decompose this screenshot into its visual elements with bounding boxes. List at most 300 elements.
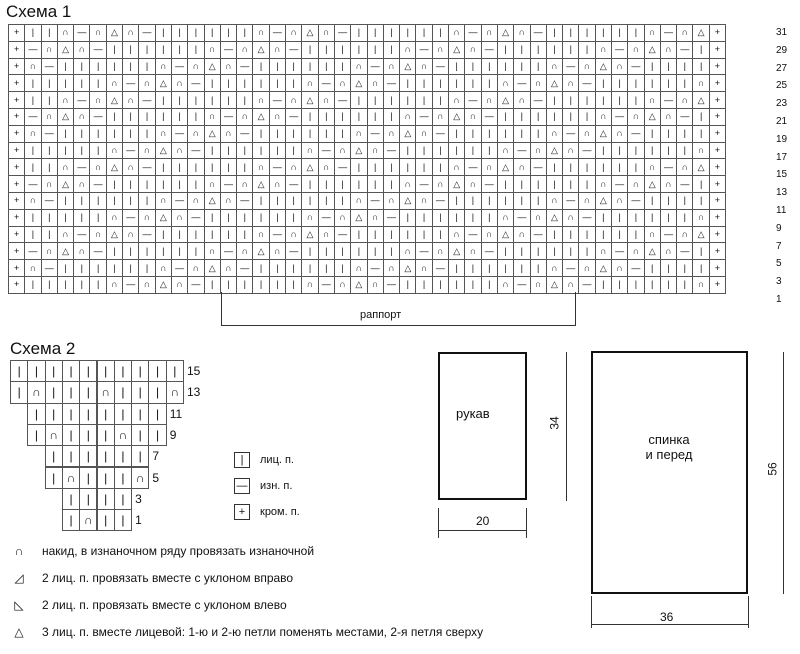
chart-cell: |	[89, 58, 106, 76]
chart-cell: |	[97, 488, 115, 510]
chart-cell: ∩	[41, 41, 58, 59]
note-k3tog	[10, 625, 483, 639]
chart-row	[8, 24, 725, 41]
body-label	[621, 432, 717, 462]
row-number: 5	[152, 470, 160, 485]
chart-cell: —	[334, 91, 351, 109]
chart-cell: +	[709, 125, 726, 143]
chart-cell: |	[399, 226, 416, 244]
chart-cell: |	[383, 41, 400, 59]
chart-cell: △	[497, 24, 514, 42]
chart-cell: △	[301, 24, 318, 42]
chart-cell: —	[530, 226, 547, 244]
chart-cell: |	[644, 58, 661, 76]
chart-cell: |	[106, 41, 123, 59]
chart-cell: |	[73, 276, 90, 294]
chart-cell: |	[24, 209, 41, 227]
chart-cell: |	[497, 242, 514, 260]
chart-cell: —	[122, 209, 139, 227]
chart-cell: |	[97, 509, 115, 531]
chart-cell: —	[334, 24, 351, 42]
chart-cell: —	[676, 242, 693, 260]
chart-cell: |	[106, 58, 123, 76]
chart-cell: ∩	[676, 91, 693, 109]
chart-cell: —	[318, 74, 335, 92]
chart-cell: +	[709, 24, 726, 42]
chart-cell: —	[269, 226, 286, 244]
chart-cell: —	[660, 226, 677, 244]
chart-cell: |	[252, 74, 269, 92]
chart-cell: |	[155, 226, 172, 244]
chart-cell: |	[114, 509, 132, 531]
row-number: 13	[776, 187, 788, 199]
chart-cell: —	[138, 158, 155, 176]
chart-cell: +	[709, 158, 726, 176]
chart-cell: △	[204, 58, 221, 76]
chart-cell: ∩	[106, 209, 123, 227]
chart-cell: ∩	[611, 259, 628, 277]
body-label-line2: и перед	[645, 447, 693, 462]
chart-cell: ∩	[448, 91, 465, 109]
row-number: 5	[776, 258, 782, 270]
chart-cell: |	[660, 192, 677, 210]
chart-cell: ∩	[97, 381, 115, 403]
chart-cell: △	[399, 259, 416, 277]
chart-cell: |	[546, 242, 563, 260]
chart-cell: ∩	[24, 125, 41, 143]
chart-cell: —	[562, 58, 579, 76]
chart-cell: ∩	[513, 91, 530, 109]
chart-cell: △	[155, 276, 172, 294]
chart-cell: |	[546, 91, 563, 109]
chart-cell: |	[114, 360, 132, 382]
chart-cell: |	[57, 192, 74, 210]
chart-cell: |	[513, 125, 530, 143]
chart-cell: —	[73, 226, 90, 244]
chart-cell: |	[513, 242, 530, 260]
chart-cell: |	[513, 41, 530, 59]
chart-cell: ∩	[562, 276, 579, 294]
rapport-label: раппорт	[360, 309, 402, 321]
row-number: 23	[776, 98, 788, 110]
chart-cell: |	[204, 226, 221, 244]
chart-cell: |	[220, 142, 237, 160]
chart-cell: |	[464, 192, 481, 210]
chart-cell: △	[692, 91, 709, 109]
chart-cell: —	[138, 91, 155, 109]
chart-cell: |	[415, 24, 432, 42]
chart-cell: ∩	[106, 74, 123, 92]
chart-cell: +	[709, 58, 726, 76]
chart-cell: |	[236, 91, 253, 109]
chart-cell: ∩	[481, 24, 498, 42]
chart-cell: |	[155, 91, 172, 109]
chart-cell: △	[448, 108, 465, 126]
chart-cell: —	[220, 108, 237, 126]
chart-cell: △	[546, 142, 563, 160]
body-height-line	[783, 352, 784, 594]
chart-cell: |	[611, 24, 628, 42]
chart-cell: △	[692, 158, 709, 176]
chart-cell: |	[24, 91, 41, 109]
chart-cell: —	[171, 259, 188, 277]
chart-cell: |	[562, 158, 579, 176]
chart-cell: —	[367, 58, 384, 76]
chart-cell: ∩	[155, 125, 172, 143]
chart-cell: ∩	[415, 58, 432, 76]
chart-cell: |	[318, 175, 335, 193]
chart-cell: |	[89, 276, 106, 294]
chart-cell: |	[660, 58, 677, 76]
chart-cell: |	[530, 125, 547, 143]
chart-cell: |	[62, 424, 80, 446]
chart-cell: |	[45, 360, 63, 382]
chart-cell: |	[676, 125, 693, 143]
chart-cell: ∩	[252, 24, 269, 42]
chart-cell: —	[334, 158, 351, 176]
chart-cell: |	[644, 276, 661, 294]
chart-cell: △	[57, 175, 74, 193]
chart-cell: |	[41, 142, 58, 160]
chart-cell: ∩	[27, 381, 45, 403]
chart-cell: ∩	[41, 175, 58, 193]
chart-cell: ∩	[464, 242, 481, 260]
chart-cell: +	[8, 142, 25, 160]
chart-cell: |	[497, 175, 514, 193]
chart-cell: |	[285, 209, 302, 227]
chart-cell: ∩	[236, 175, 253, 193]
chart-cell: ∩	[692, 276, 709, 294]
chart-cell: |	[399, 74, 416, 92]
chart-cell: ∩	[578, 58, 595, 76]
chart-cell: ∩	[530, 142, 547, 160]
chart-cell: |	[692, 58, 709, 76]
chart-cell: |	[481, 142, 498, 160]
chart-cell: ∩	[660, 242, 677, 260]
chart-cell: |	[448, 209, 465, 227]
chart-cell: +	[8, 58, 25, 76]
chart-row	[8, 259, 725, 276]
chart-cell: —	[269, 24, 286, 42]
chart-cell: ∩	[285, 24, 302, 42]
chart-cell: +	[8, 209, 25, 227]
chart-cell: |	[334, 192, 351, 210]
chart-cell: ∩	[562, 209, 579, 227]
chart-cell: |	[97, 445, 115, 467]
chart-cell: |	[644, 125, 661, 143]
chart-cell: |	[106, 192, 123, 210]
chart-cell: |	[57, 276, 74, 294]
chart-cell: △	[57, 108, 74, 126]
chart-cell: |	[204, 276, 221, 294]
chart-cell: ∩	[627, 108, 644, 126]
chart-cell: ∩	[334, 276, 351, 294]
chart-row	[8, 41, 725, 58]
chart-cell: +	[8, 276, 25, 294]
chart-cell: +	[8, 24, 25, 42]
chart-cell: ∩	[432, 242, 449, 260]
chart-cell: ∩	[236, 41, 253, 59]
chart-cell: |	[114, 445, 132, 467]
chart-cell: |	[45, 445, 63, 467]
chart-cell: |	[138, 108, 155, 126]
chart-cell: —	[24, 242, 41, 260]
chart-cell: |	[595, 74, 612, 92]
chart-cell: ∩	[122, 226, 139, 244]
chart-cell: |	[301, 175, 318, 193]
chart-cell: |	[27, 403, 45, 425]
chart-cell: △	[546, 74, 563, 92]
chart-cell: —	[187, 74, 204, 92]
chart-cell: |	[367, 41, 384, 59]
chart-cell: +	[8, 192, 25, 210]
chart-cell: △	[155, 209, 172, 227]
chart-cell: |	[676, 142, 693, 160]
chart-cell: ∩	[399, 175, 416, 193]
chart-cell: |	[318, 41, 335, 59]
chart-cell: |	[301, 242, 318, 260]
chart-cell: |	[148, 403, 166, 425]
chart-cell: △	[106, 226, 123, 244]
chart-cell: |	[692, 242, 709, 260]
chart-cell: |	[692, 108, 709, 126]
chart-cell: —	[89, 242, 106, 260]
row-number: 25	[776, 80, 788, 92]
chart-cell: ∩	[334, 74, 351, 92]
chart-cell: |	[530, 192, 547, 210]
chart-cell: —	[367, 259, 384, 277]
chart-cell: ∩	[122, 91, 139, 109]
chart-cell: —	[464, 24, 481, 42]
chart-cell: |	[627, 91, 644, 109]
row-number: 27	[776, 62, 788, 74]
chart-cell: |	[106, 125, 123, 143]
chart-cell: |	[187, 41, 204, 59]
chart-cell: —	[432, 259, 449, 277]
chart-cell: |	[122, 242, 139, 260]
row-number: 19	[776, 133, 788, 145]
chart-cell: |	[138, 58, 155, 76]
chart-cell: |	[57, 125, 74, 143]
chart-cell: —	[481, 242, 498, 260]
row-number: 31	[776, 27, 788, 38]
legend-edge	[234, 504, 300, 520]
chart-cell: +	[709, 209, 726, 227]
k3tog-icon: △	[14, 625, 24, 639]
chart-cell: |	[627, 226, 644, 244]
chart-cell: ∩	[73, 41, 90, 59]
note-k2tog-right-text: 2 лиц. п. провязать вместе с уклоном вправо	[42, 571, 294, 585]
chart-cell: —	[432, 58, 449, 76]
chart-cell: |	[481, 192, 498, 210]
chart-cell: |	[79, 467, 97, 489]
chart-cell: |	[236, 276, 253, 294]
body-height-text: 56	[765, 462, 780, 476]
chart-cell: |	[627, 24, 644, 42]
chart-cell: |	[432, 276, 449, 294]
chart-cell: +	[8, 125, 25, 143]
chart-cell: |	[73, 142, 90, 160]
chart-cell: —	[73, 24, 90, 42]
chart-cell: △	[350, 142, 367, 160]
chart-cell: |	[62, 488, 80, 510]
purl-stitch-icon: —	[234, 478, 250, 494]
chart-cell: +	[709, 142, 726, 160]
chart-cell: ∩	[350, 58, 367, 76]
chart-cell: △	[350, 209, 367, 227]
chart-cell: |	[334, 175, 351, 193]
chart-cell: |	[481, 58, 498, 76]
chart-cell: +	[709, 259, 726, 277]
chart-cell: |	[269, 58, 286, 76]
chart-cell: |	[350, 242, 367, 260]
chart-cell: |	[106, 108, 123, 126]
chart-cell: ∩	[236, 108, 253, 126]
chart-cell: |	[497, 125, 514, 143]
chart-cell: ∩	[644, 91, 661, 109]
chart-cell: —	[73, 158, 90, 176]
chart-cell: |	[676, 276, 693, 294]
chart-cell: —	[41, 259, 58, 277]
chart-cell: |	[660, 125, 677, 143]
chart-cell: ∩	[79, 509, 97, 531]
chart-cell: +	[709, 226, 726, 244]
chart-cell: |	[236, 24, 253, 42]
chart-cell: —	[41, 192, 58, 210]
chart-cell: —	[41, 125, 58, 143]
chart-cell: |	[301, 125, 318, 143]
chart-cell: |	[497, 108, 514, 126]
chart-cell: |	[106, 259, 123, 277]
chart-cell: |	[45, 467, 63, 489]
chart-cell: |	[546, 108, 563, 126]
chart-cell: —	[383, 74, 400, 92]
chart-cell: |	[562, 226, 579, 244]
chart-cell: ∩	[166, 381, 184, 403]
row-number: 15	[776, 169, 788, 181]
chart-cell: |	[236, 158, 253, 176]
chart-cell: |	[350, 226, 367, 244]
chart-cell: ∩	[155, 58, 172, 76]
chart-cell: +	[709, 242, 726, 260]
chart-cell: ∩	[89, 24, 106, 42]
chart-cell: —	[464, 158, 481, 176]
chart-cell: |	[562, 41, 579, 59]
chart-cell: ∩	[432, 108, 449, 126]
chart-cell: |	[334, 125, 351, 143]
chart-cell: ∩	[285, 226, 302, 244]
chart-cell: |	[301, 58, 318, 76]
chart-cell: ∩	[171, 142, 188, 160]
chart-cell: |	[578, 175, 595, 193]
chart-cell: ∩	[464, 175, 481, 193]
chart-cell: |	[464, 58, 481, 76]
chart-cell: ∩	[187, 192, 204, 210]
chart-cell: △	[106, 24, 123, 42]
chart-cell: |	[301, 41, 318, 59]
chart-cell: —	[24, 41, 41, 59]
chart-cell: +	[8, 158, 25, 176]
chart-cell: |	[595, 158, 612, 176]
chart-cell: ∩	[138, 74, 155, 92]
chart-cell: |	[285, 58, 302, 76]
chart-cell: |	[122, 41, 139, 59]
chart-cell: |	[236, 209, 253, 227]
chart-row	[8, 74, 725, 91]
chart-cell: ∩	[220, 259, 237, 277]
chart-cell: |	[481, 209, 498, 227]
chart-cell: —	[530, 91, 547, 109]
chart-cell: |	[41, 91, 58, 109]
chart-cell: +	[709, 175, 726, 193]
chart-cell: △	[546, 209, 563, 227]
chart-cell: △	[644, 41, 661, 59]
chart-cell: |	[595, 209, 612, 227]
chart-cell: +	[8, 108, 25, 126]
chart-cell: |	[660, 74, 677, 92]
chart-cell: |	[448, 125, 465, 143]
body-piece	[591, 351, 748, 594]
chart-cell: —	[611, 108, 628, 126]
chart-cell: ∩	[301, 276, 318, 294]
chart-cell: |	[24, 276, 41, 294]
chart-cell: |	[464, 276, 481, 294]
chart-cell: —	[269, 158, 286, 176]
chart-cell: ∩	[131, 467, 149, 489]
chart-cell: ∩	[660, 41, 677, 59]
legend-knit-text: лиц. п.	[260, 454, 294, 466]
chart-cell: ∩	[595, 242, 612, 260]
chart-cell: |	[114, 467, 132, 489]
chart-cell: |	[481, 125, 498, 143]
chart-cell: —	[676, 41, 693, 59]
row-number: 1	[135, 513, 142, 528]
chart-cell: —	[122, 142, 139, 160]
chart-cell: |	[41, 209, 58, 227]
chart-cell: ∩	[57, 91, 74, 109]
chart-cell: |	[73, 209, 90, 227]
chart-cell: |	[10, 360, 28, 382]
chart-cell: |	[285, 276, 302, 294]
chart-cell: |	[481, 259, 498, 277]
chart-cell: —	[318, 276, 335, 294]
note-k2tog-left-text: 2 лиц. п. провязать вместе с уклоном влево	[42, 598, 287, 612]
chart-cell: ∩	[171, 276, 188, 294]
chart-cell: ∩	[220, 58, 237, 76]
chart-cell: ∩	[399, 41, 416, 59]
chart-cell: ∩	[204, 175, 221, 193]
chart-cell: |	[692, 125, 709, 143]
chart-cell: |	[220, 226, 237, 244]
chart-cell: |	[415, 209, 432, 227]
chart-cell: |	[595, 276, 612, 294]
chart-cell: |	[644, 142, 661, 160]
chart-cell: —	[41, 58, 58, 76]
chart-cell: |	[122, 192, 139, 210]
chart-cell: |	[79, 403, 97, 425]
chart-cell: —	[236, 259, 253, 277]
legend-knit	[234, 452, 294, 468]
chart-cell: |	[79, 424, 97, 446]
chart-cell: |	[252, 276, 269, 294]
chart-cell: |	[122, 259, 139, 277]
chart-cell: |	[10, 381, 28, 403]
chart-cell: |	[138, 242, 155, 260]
chart-cell: —	[171, 58, 188, 76]
chart-cell: |	[187, 108, 204, 126]
chart-cell: |	[578, 242, 595, 260]
chart-cell: |	[432, 142, 449, 160]
